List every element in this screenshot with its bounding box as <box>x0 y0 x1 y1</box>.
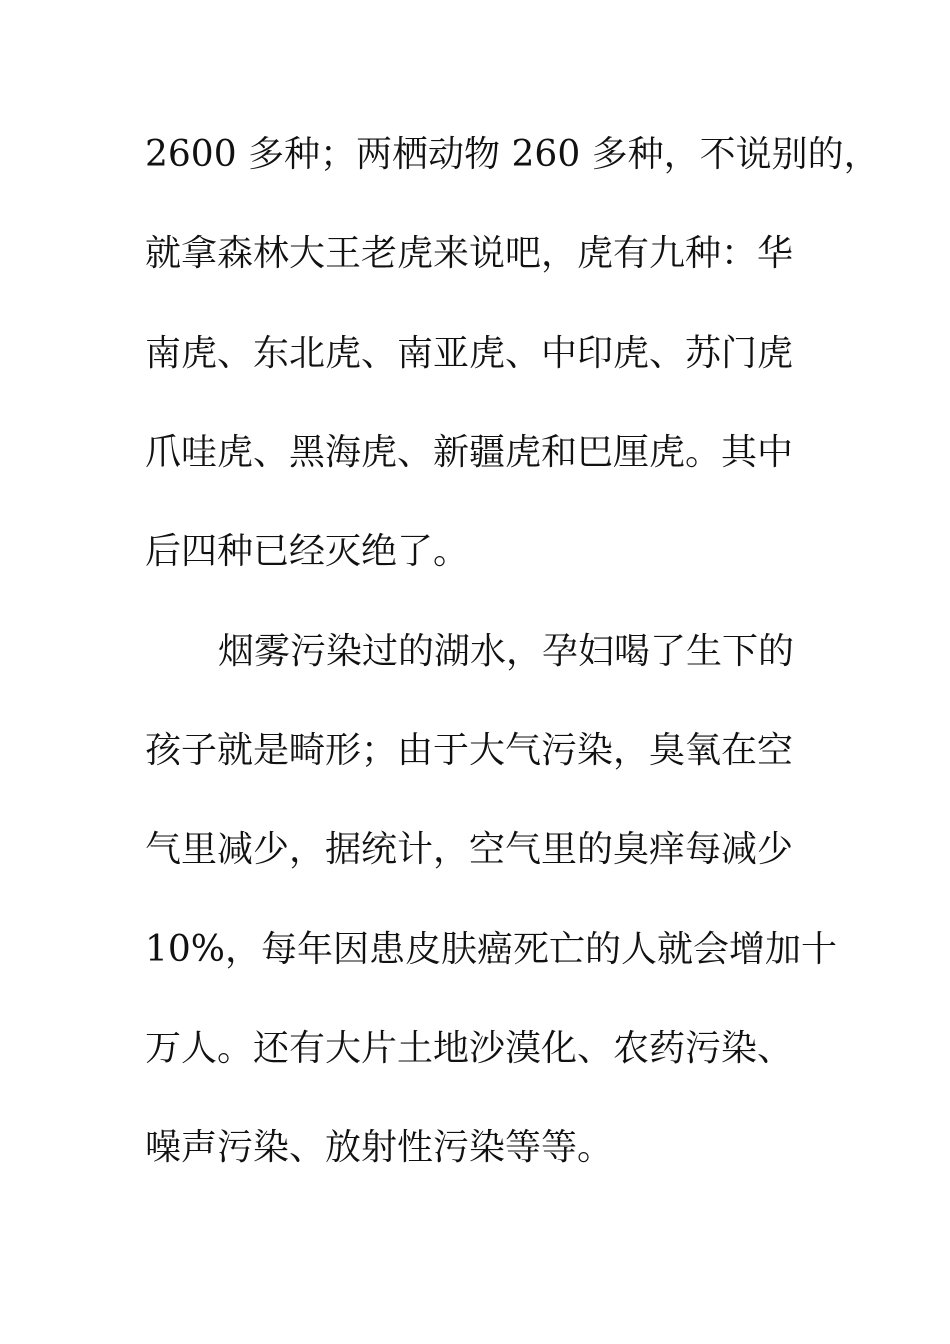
text-line: 烟雾污染过的湖水，孕妇喝了生下的 <box>218 631 795 672</box>
text-line: 噪声污染、放射性污染等等。 <box>145 1127 614 1168</box>
text-line: 孩子就是畸形；由于大气污染，臭氧在空 <box>145 730 794 771</box>
text-line: 就拿森林大王老虎来说吧，虎有九种：华 <box>145 233 794 274</box>
text-line: 后四种已经灭绝了。 <box>145 531 470 572</box>
text-line: 万人。还有大片土地沙漠化、农药污染、 <box>145 1028 794 1069</box>
text-line: 2600 多种；两栖动物 260 多种，不说别的， <box>145 134 880 175</box>
text-line: 爪哇虎、黑海虎、新疆虎和巴厘虎。其中 <box>145 432 794 473</box>
text-line: 10%，每年因患皮肤癌死亡的人就会增加十 <box>145 929 838 970</box>
text-line: 气里减少，据统计，空气里的臭痒每减少 <box>145 829 794 870</box>
text-line: 南虎、东北虎、南亚虎、中印虎、苏门虎 <box>145 333 794 374</box>
